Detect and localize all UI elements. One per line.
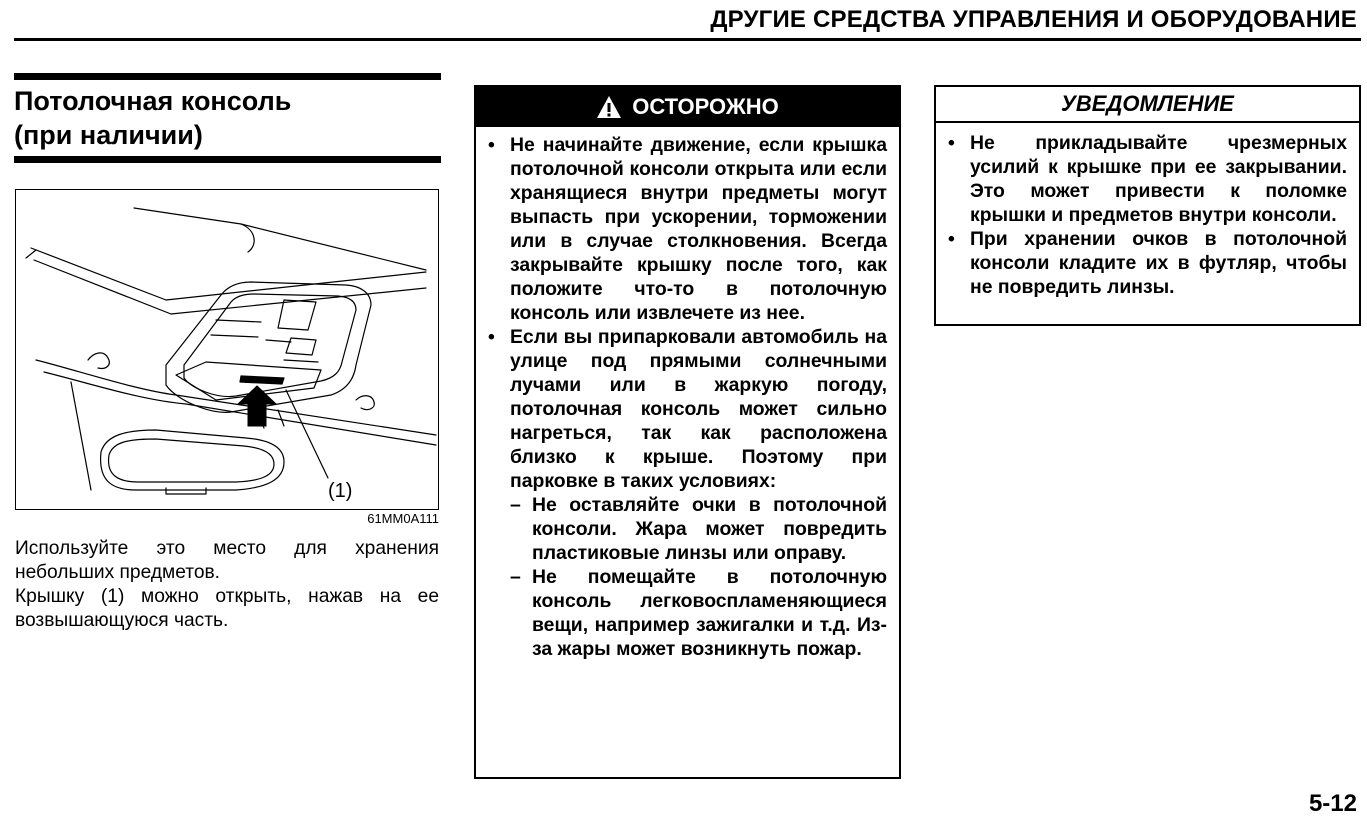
list-item: • Не прикладывайте чрезмерных усилий к крышке при ее закрывании. Это может привести к поломке крышки и предметов внутри консоли. [948,132,1347,226]
list-item: • При хранении очков в потолочной консоли кладите их в футляр, чтобы не повредить линзы. [948,228,1347,298]
bullet-icon: • [488,326,495,348]
section-title [14,84,441,152]
figure-callout-1: (1) [328,480,353,502]
bullet-icon: • [948,132,955,154]
console-drawing [16,190,439,510]
caution-title: ОСТОРОЖНО [632,94,779,119]
body-paragraph-1: Используйте это место для хранения небольших предметов. [15,538,439,583]
list-item: – Не помещайте в потолочную консоль легковоспламеняющиеся вещи, например зажигалки и т.д. Из-за жары может возникнуть пожар. [510,566,887,660]
figure-code: 61MM0A111 [367,511,439,526]
caution-list [486,133,887,661]
section-bar-bottom [14,156,441,163]
notice-title: УВЕДОМЛЕНИЕ [1061,91,1234,116]
caution-sublist [510,493,887,661]
section-body [15,537,439,633]
dash-icon: – [510,566,521,588]
caution-box [474,85,901,779]
section-title-line1: Потолочная консоль [14,86,292,116]
page-number: 5-12 [1308,790,1357,817]
notice-list [946,131,1347,299]
bullet-icon: • [948,228,955,250]
overhead-console-illustration [15,189,439,510]
list-item: • Если вы припарковали автомобиль на улице под прямыми солнечными лучами или в жаркую погоду, потолочная консоль может сильно нагреться, так как расположена близко к крыше. Поэтому при парковке в таких условиях: – Не оставляйте очки в потолочной консоли. Жара может повредить пластиковые линзы или оправу. – Не помещайте в потолочную консоль легковоспламеняющиеся вещи, например зажигалки и т.д. Из-за жары может возникнуть пожар. [488,326,887,660]
notice-box [934,85,1361,326]
section-title-line2: (при наличии) [14,120,203,150]
list-item: – Не оставляйте очки в потолочной консоли. Жара может повредить пластиковые линзы или оправу. [510,494,887,564]
warning-triangle-icon [596,95,622,119]
notice-body [936,123,1359,299]
running-header: ДРУГИЕ СРЕДСТВА УПРАВЛЕНИЯ И ОБОРУДОВАНИЕ [710,6,1357,33]
section-bar-top [14,73,441,80]
body-paragraph-2: Крышку (1) можно открыть, нажав на ее возвышающуюся часть. [15,586,439,631]
caution-body [476,127,899,661]
dash-icon: – [510,494,521,516]
bullet-icon: • [488,134,495,156]
header-rule [14,38,1361,41]
caution-header [476,87,899,127]
list-item: • Не начинайте движение, если крышка потолочной консоли открыта или если хранящиеся внутри предметы могут выпасть при ускорении, торможении или в случае столкновения. Всегда закрывайте крышку после того, как положите что-то в потолочную консоль или извлечете из нее. [488,134,887,324]
notice-header [936,87,1359,123]
